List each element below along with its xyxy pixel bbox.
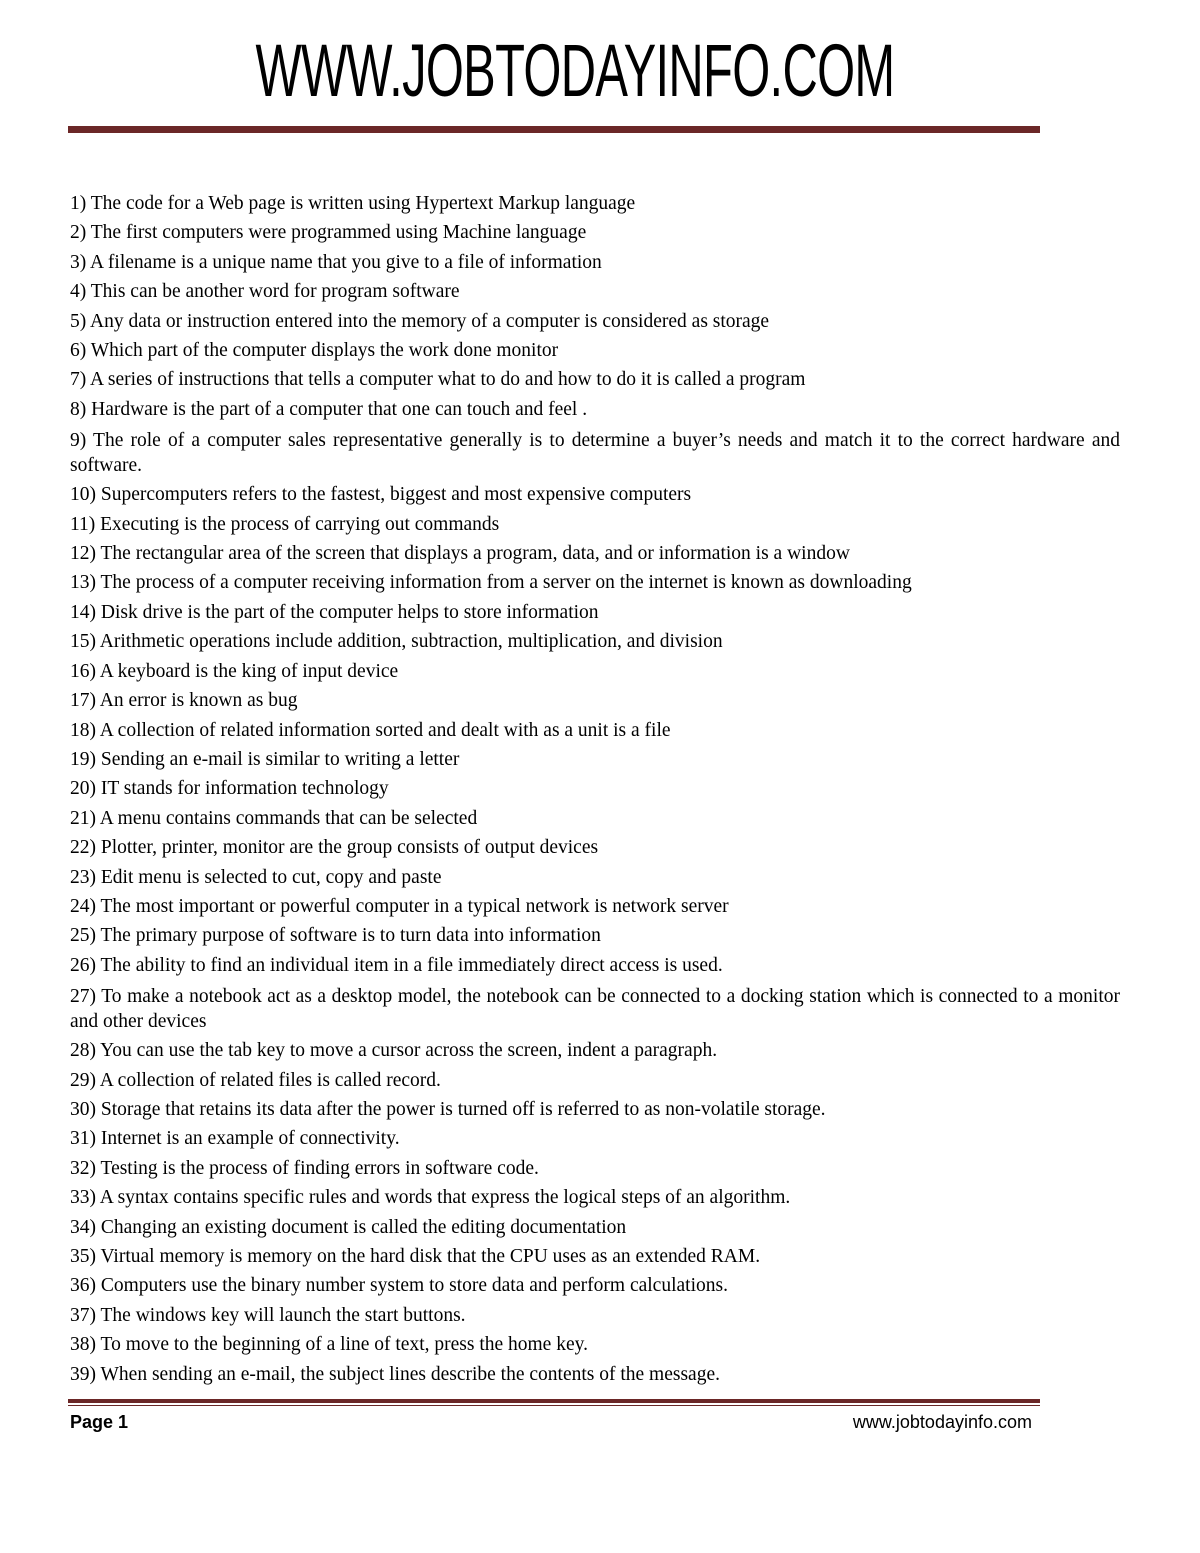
list-item: 34) Changing an existing document is called the editing documentation: [70, 1216, 627, 1238]
list-item: 12) The rectangular area of the screen that displays a program, data, and or information is a window: [70, 543, 850, 565]
list-item: 17) An error is known as bug: [70, 690, 298, 712]
list-item: 32) Testing is the process of finding errors in software code.: [70, 1157, 539, 1179]
list-item: 11) Executing is the process of carrying out commands: [70, 513, 500, 535]
list-item: 37) The windows key will launch the start buttons.: [70, 1304, 466, 1326]
list-item: 18) A collection of related information sorted and dealt with as a unit is a file: [70, 719, 671, 741]
page-header-title: [70, 26, 1080, 116]
list-item: 36) Computers use the binary number system to store data and perform calculations.: [70, 1275, 728, 1297]
header-title-text: WWW.JOBTODAYINFO.COM: [255, 29, 895, 112]
list-item: 33) A syntax contains specific rules and words that express the logical steps of an algorithm.: [70, 1187, 791, 1209]
footer-site-url: www.jobtodayinfo.com: [852, 1412, 1032, 1432]
list-item: 13) The process of a computer receiving information from a server on the internet is known as downloading: [70, 572, 912, 594]
question-list: [70, 189, 1120, 1389]
list-item: 21) A menu contains commands that can be selected: [70, 807, 478, 829]
list-item: 23) Edit menu is selected to cut, copy and paste: [70, 866, 442, 888]
list-item: 30) Storage that retains its data after the power is turned off is referred to as non-volatile storage.: [70, 1098, 826, 1120]
list-item: 27) To make a notebook act as a desktop model, the notebook can be connected to a docking station which is connected to a monitor and other devices: [70, 986, 1120, 1033]
header-divider: [68, 126, 1040, 133]
list-item: 9) The role of a computer sales representative generally is to determine a buyer’s needs and match it to the correct hardware and software.: [70, 430, 1120, 477]
list-item: 2) The first computers were programmed using Machine language: [70, 222, 587, 244]
list-item: 1) The code for a Web page is written using Hypertext Markup language: [70, 193, 636, 214]
list-item: 15) Arithmetic operations include addition, subtraction, multiplication, and division: [70, 631, 723, 653]
list-item: 29) A collection of related files is called record.: [70, 1069, 441, 1091]
page-number: Page 1: [70, 1412, 129, 1432]
list-item: 16) A keyboard is the king of input device: [70, 660, 399, 682]
list-item: 10) Supercomputers refers to the fastest, biggest and most expensive computers: [70, 484, 692, 506]
list-item: 3) A filename is a unique name that you give to a file of information: [70, 251, 602, 273]
list-item: 6) Which part of the computer displays the work done monitor: [70, 340, 559, 362]
list-item: 20) IT stands for information technology: [70, 778, 389, 800]
list-item: 22) Plotter, printer, monitor are the group consists of output devices: [70, 837, 599, 859]
list-item: 28) You can use the tab key to move a cursor across the screen, indent a paragraph.: [70, 1040, 718, 1062]
list-item: 39) When sending an e-mail, the subject lines describe the contents of the message.: [70, 1363, 720, 1385]
list-item: 38) To move to the beginning of a line of text, press the home key.: [70, 1334, 588, 1356]
list-item: 31) Internet is an example of connectivity.: [70, 1128, 400, 1150]
list-item: 19) Sending an e-mail is similar to writing a letter: [70, 748, 460, 770]
footer-divider: [68, 1399, 1040, 1406]
list-item: 26) The ability to find an individual item in a file immediately direct access is used.: [70, 954, 723, 976]
list-item: 24) The most important or powerful computer in a typical network is network server: [70, 895, 729, 917]
list-item: 25) The primary purpose of software is to turn data into information: [70, 925, 601, 947]
list-item: 8) Hardware is the part of a computer that one can touch and feel .: [70, 398, 588, 420]
list-item: 4) This can be another word for program software: [70, 281, 460, 303]
list-item: 35) Virtual memory is memory on the hard disk that the CPU uses as an extended RAM.: [70, 1246, 761, 1267]
list-item: 5) Any data or instruction entered into the memory of a computer is considered as storage: [70, 310, 770, 332]
list-item: 7) A series of instructions that tells a computer what to do and how to do it is called a program: [70, 369, 806, 391]
list-item: 14) Disk drive is the part of the computer helps to store information: [70, 601, 599, 623]
